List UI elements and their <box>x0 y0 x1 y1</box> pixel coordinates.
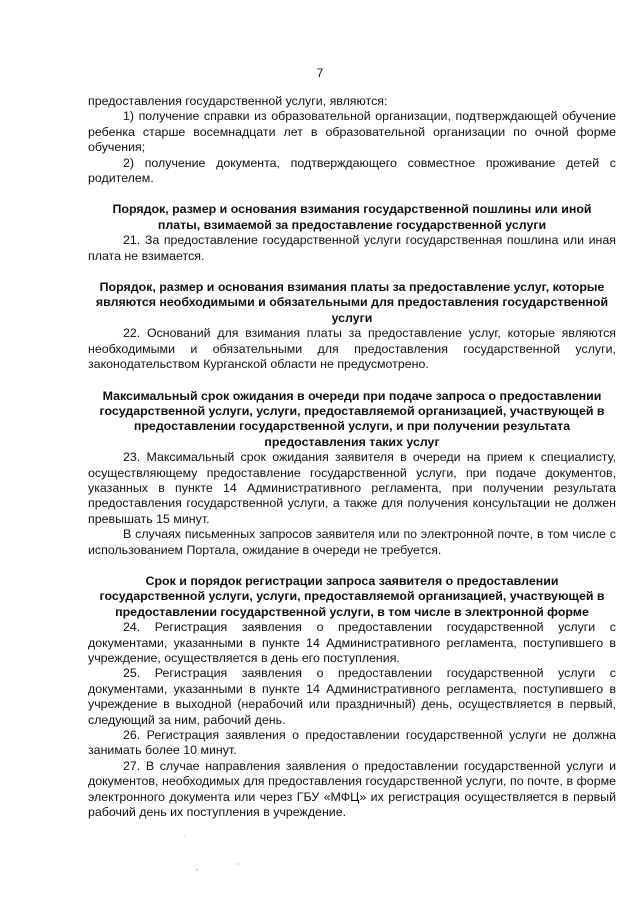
paragraph-22: 22. Оснований для взимания платы за предоставление услуг, которые являются необходимыми и обязательными для предоставления государственной услуги, законодательством Курганской области не предусмотрено. <box>88 326 616 372</box>
section-heading-registration: Срок и порядок регистрации запроса заявителя о предоставлении государственной услуги, услуги, предоставляемой организацией, участвующей в предоставлении государственной услуги, в том числе в электронной форме <box>99 573 605 619</box>
paragraph-25: 25. Регистрация заявления о предоставлении государственной услуги с документами, указанными в пункте 14 Административного регламента, поступившего в учреждение в выходной (нерабочий или праздничный) день, осуществляется в первый, следующий за ним, рабочий день. <box>88 666 616 727</box>
paragraph-23: 23. Максимальный срок ожидания заявителя в очереди на прием к специалисту, осуществляющему предоставление государственной услуги, при подаче документов, указанных в пункте 14 Административного регламента, при получении результата предоставления государственной услуги, а также для получения консультации не должен превышать 15 минут. <box>88 450 616 526</box>
paragraph-23-continued: В случаях письменных запросов заявителя или по электронной почте, в том числе с использованием Портала, ожидание в очереди не требуется. <box>88 527 616 557</box>
paragraph-intro: предоставления государственной услуги, являются: <box>88 94 388 108</box>
section-heading-fee: Порядок, размер и основания взимания государственной пошлины или иной платы, взимаемой за предоставление государственной услуги <box>112 202 592 232</box>
page-number: 7 <box>316 66 324 80</box>
paragraph-24: 24. Регистрация заявления о предоставлении государственной услуги с документами, указанными в пункте 14 Административного регламента, поступившего в учреждение, осуществляется в день его поступления. <box>88 620 616 665</box>
list-item-1: 1) получение справки из образовательной организации, подтверждающей обучение ребенка старше восемнадцати лет в образовательной организации по очной форме обучения; <box>88 109 616 155</box>
paragraph-26: 26. Регистрация заявления о предоставлении государственной услуги не должна занимать более 10 минут. <box>88 728 616 758</box>
section-heading-queue-time: Максимальный срок ожидания в очереди при подаче запроса о предоставлении государственной услуги, услуги, предоставляемой организацией, участвующей в предоставлении государственной услуги, и при получении результата предоставления таких услуг <box>99 388 605 449</box>
paragraph-21: 21. За предоставление государственной услуги государственная пошлина или иная плата не взимается. <box>88 233 616 263</box>
list-item-2: 2) получение документа, подтверждающего совместное проживание детей с родителем. <box>88 155 616 186</box>
section-heading-required-services-fee: Порядок, размер и основания взимания платы за предоставление услуг, которые являются необходимыми и обязательными для предоставления государственной услуги <box>95 280 609 325</box>
paragraph-27: 27. В случае направления заявления о предоставлении государственной услуги и документов, необходимых для предоставления государственной услуги, по почте, в форме электронного документа или через ГБУ «МФЦ» их регистрация осуществляется в первый рабочий день их поступления в учреждение. <box>88 758 616 820</box>
